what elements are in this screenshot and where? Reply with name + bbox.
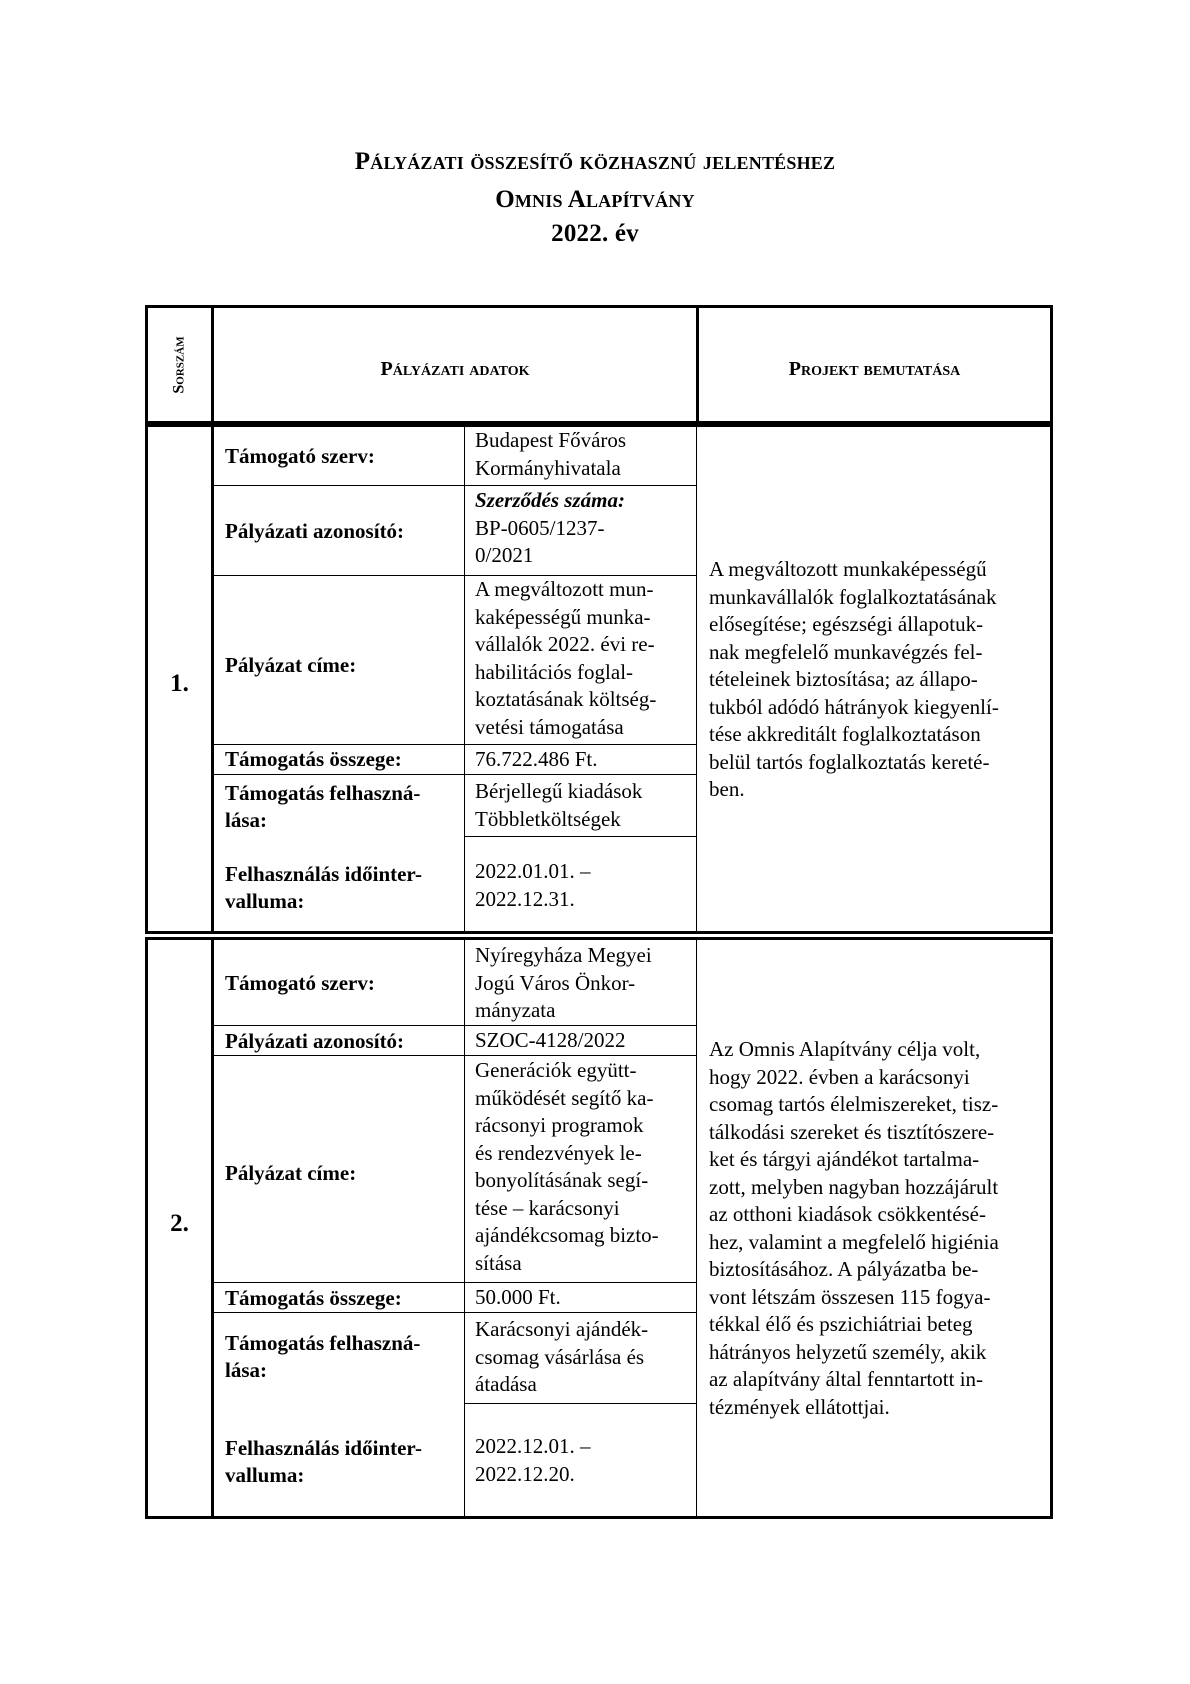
value-tamogatas-osszege: 50.000 Ft.	[475, 1285, 561, 1309]
value-palyazati-azonosito: Szerződés száma: BP-0605/1237- 0/2021	[475, 488, 625, 567]
table-header	[145, 305, 1053, 424]
label-palyazati-azonosito: Pályázati azonosító:	[225, 1029, 405, 1053]
table-row	[145, 937, 1053, 1519]
value-tamogatas-osszege: 76.722.486 Ft.	[475, 747, 598, 771]
table-row	[145, 424, 1053, 934]
label-tamogatas-felhasznalasa: Támogatás felhaszná- lása:	[225, 781, 421, 832]
value-felhasznalas-idointervalluma: 2022.01.01. – 2022.12.31.	[475, 859, 591, 911]
value-tamogatas-felhasznalasa: Karácsonyi ajándék- csomag vásárlása és átadása	[475, 1317, 649, 1396]
label-tamogatas-osszege: Támogatás összege:	[225, 747, 402, 771]
value-tamogato-szerv: Budapest Főváros Kormányhivatala	[475, 428, 627, 480]
row-number: 1.	[170, 670, 189, 697]
header-sorszam: Sorszám	[170, 335, 188, 394]
label-tamogatas-felhasznalasa: Támogatás felhaszná- lása:	[225, 1331, 421, 1382]
label-felhasznalas-idointervalluma: Felhasználás időinter- valluma:	[225, 1436, 422, 1487]
value-tamogato-szerv: Nyíregyháza Megyei Jogú Város Önkor- mányzata	[475, 943, 652, 1022]
label-felhasznalas-idointervalluma: Felhasználás időinter- valluma:	[225, 862, 422, 913]
value-palyazat-cime: Generációk együtt- működését segítő ka- rácsonyi programok és rendezvények le- bonyolításának segí- tése – karácsonyi ajándékcsomag bizto- sítása	[475, 1058, 659, 1275]
label-tamogato-szerv: Támogató szerv:	[225, 444, 375, 468]
label-palyazat-cime: Pályázat címe:	[225, 653, 357, 677]
organization-name: Omnis Alapítvány	[495, 186, 695, 213]
header-projekt-bemutatasa: Projekt bemutatása	[788, 358, 961, 380]
row-number: 2.	[170, 1210, 189, 1237]
value-palyazat-cime: A megváltozott mun- kaképességű munka- vállalók 2022. évi re- habilitációs foglal- koztatásának költség- vetési támogatása	[475, 577, 657, 739]
value-palyazati-azonosito: SZOC-4128/2022	[475, 1028, 626, 1052]
document-title: Pályázati összesítő közhasznú jelentéshez	[354, 148, 836, 175]
report-year: 2022. év	[551, 220, 639, 247]
label-tamogatas-osszege: Támogatás összege:	[225, 1286, 402, 1310]
label-tamogato-szerv: Támogató szerv:	[225, 971, 375, 995]
project-description: Az Omnis Alapítvány célja volt, hogy 2022. évben a karácsonyi csomag tartós élelmiszereket, tisz- tálkodási szereket és tisztítószere- ket és tárgyi ajándékot tartalma- zott, melyben nagyban hozzájárult az otthoni kiadások csökkentésé- hez, valamint a megfelelő higiénia biztosításához. A pályázatba be- vont létszám összesen 115 fogya- tékkal élő és pszichiátriai beteg hátrányos helyzetű személy, akik az alapítvány által fenntartott in- tézmények ellátottjai.	[709, 1037, 999, 1419]
project-description: A megváltozott munkaképességű munkavállalók foglalkoztatásának elősegítése; egészségi állapotuk- nak megfelelő munkavégzés fel- tételeinek biztosítása; az állapo- tukból adódó hátrányok kiegyenlí- tése akkreditált foglalkoztatáson belül tartós foglalkoztatás kereté- ben.	[709, 557, 999, 801]
value-tamogatas-felhasznalasa: Bérjellegű kiadások Többletköltségek	[475, 779, 643, 831]
label-palyazat-cime: Pályázat címe:	[225, 1161, 357, 1185]
value-felhasznalas-idointervalluma: 2022.12.01. – 2022.12.20.	[475, 1434, 591, 1486]
header-palyazati-adatok: Pályázati adatok	[380, 358, 530, 380]
label-palyazati-azonosito: Pályázati azonosító:	[225, 519, 405, 543]
